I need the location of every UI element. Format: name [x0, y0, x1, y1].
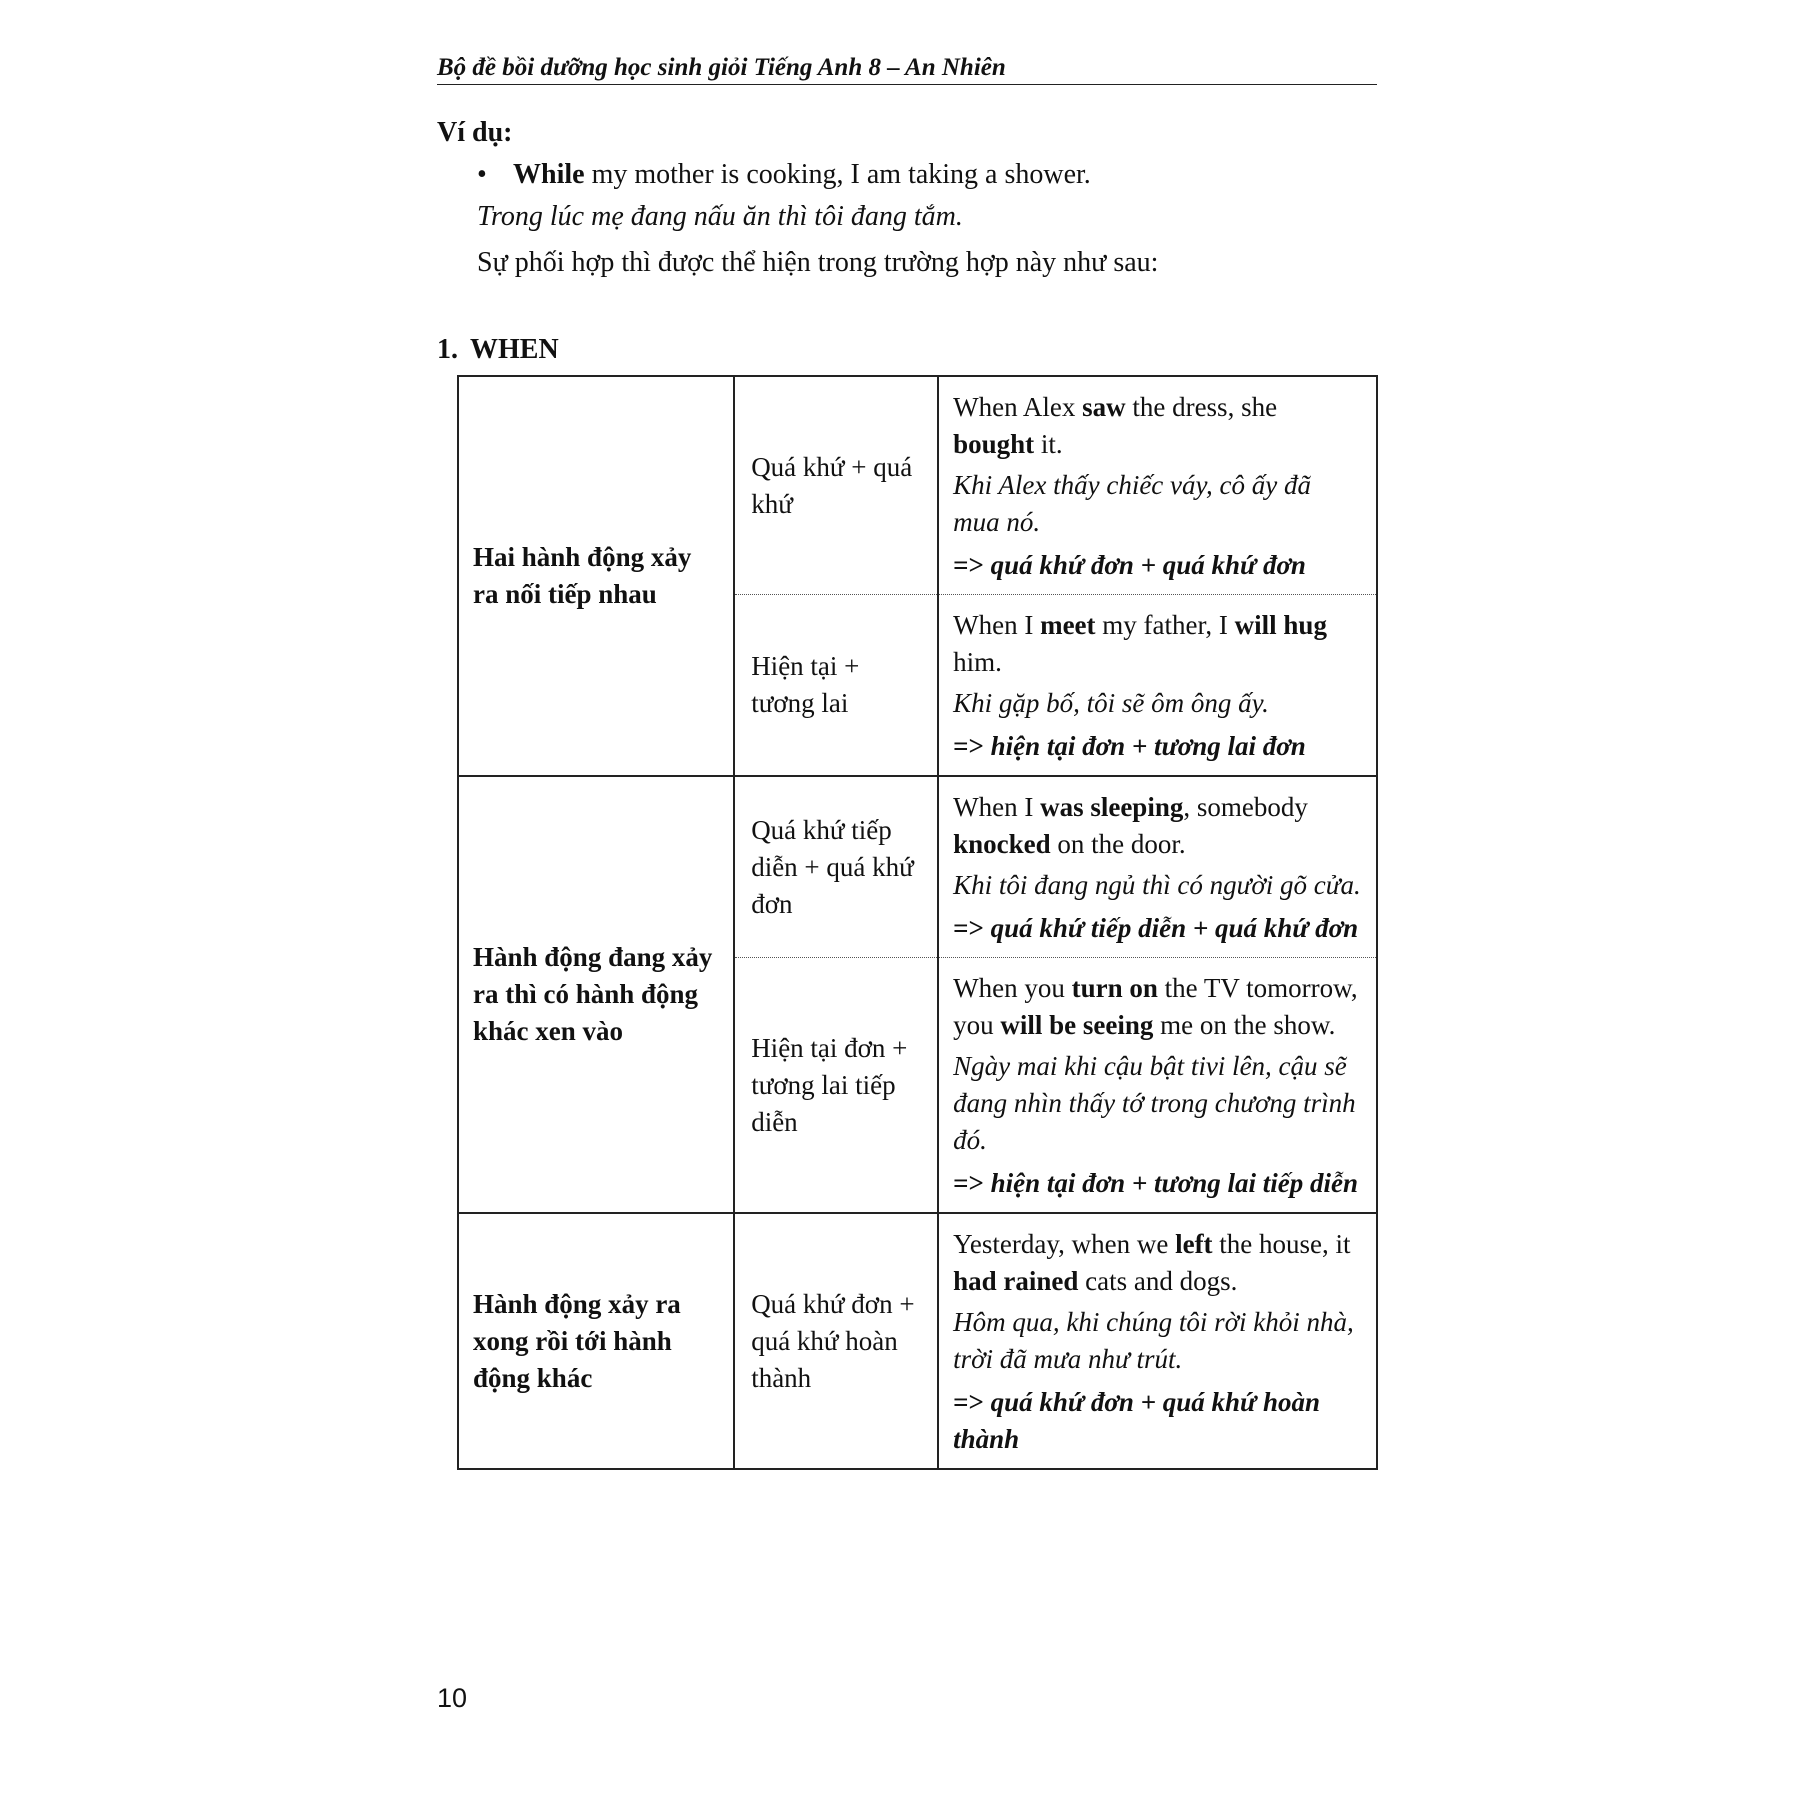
- table-row: [458, 376, 1377, 595]
- arrow-icon: =>: [953, 1168, 984, 1198]
- situation-cell: Hành động xảy ra xong rồi tới hành động khác: [458, 1213, 734, 1469]
- example-label: Ví dụ:: [437, 117, 513, 148]
- situation-cell: Hai hành động xảy ra nối tiếp nhau: [458, 376, 734, 776]
- example-keyword: While: [513, 159, 585, 190]
- example-translation: Trong lúc mẹ đang nấu ăn thì tôi đang tắm.: [477, 201, 963, 232]
- example-verb: knocked: [953, 829, 1051, 859]
- example-english: [953, 970, 1362, 1044]
- example-bullet-item: [437, 155, 1377, 195]
- example-english: [953, 389, 1362, 463]
- section-number: 1.: [437, 334, 458, 365]
- example-verb: will be seeing: [1000, 1010, 1154, 1040]
- example-english: [953, 789, 1362, 863]
- example-verb: left: [1175, 1229, 1213, 1259]
- tense-cell: Hiện tại + tương lai: [734, 595, 938, 777]
- arrow-icon: =>: [953, 550, 984, 580]
- example-cell: [938, 595, 1377, 777]
- example-text: me on the show.: [1153, 1010, 1336, 1040]
- example-text: , somebody: [1183, 792, 1308, 822]
- section-title: WHEN: [470, 334, 559, 365]
- tense-rule: [953, 910, 1362, 947]
- tense-cell: Hiện tại đơn + tương lai tiếp diễn: [734, 958, 938, 1214]
- example-text: the house, it: [1212, 1229, 1351, 1259]
- example-text: my father, I: [1095, 610, 1235, 640]
- tense-rule-text: quá khứ tiếp diễn + quá khứ đơn: [990, 913, 1359, 943]
- example-text: When I: [953, 610, 1041, 640]
- table-row: [458, 1213, 1377, 1469]
- example-text: When you: [953, 973, 1072, 1003]
- example-english: [953, 607, 1362, 681]
- example-verb: turn on: [1071, 973, 1158, 1003]
- tense-rule: [953, 547, 1362, 584]
- example-block: [437, 113, 1377, 283]
- section-heading: [437, 332, 559, 368]
- example-vietnamese: Khi tôi đang ngủ thì có người gõ cửa.: [953, 870, 1361, 900]
- arrow-icon: =>: [953, 731, 984, 761]
- tense-rule-text: hiện tại đơn + tương lai đơn: [990, 731, 1306, 761]
- tense-cell: Quá khứ đơn + quá khứ hoàn thành: [734, 1213, 938, 1469]
- tense-rule-text: quá khứ đơn + quá khứ hoàn thành: [953, 1387, 1320, 1454]
- example-verb: was sleeping: [1040, 792, 1184, 822]
- arrow-icon: =>: [953, 1387, 984, 1417]
- example-cell: [938, 958, 1377, 1214]
- page-number: 10: [437, 1683, 468, 1713]
- table-row: [458, 776, 1377, 958]
- example-sentence: [477, 155, 1091, 195]
- tense-rule-text: quá khứ đơn + quá khứ đơn: [990, 550, 1306, 580]
- example-explanation: Sự phối hợp thì được thể hiện trong trường hợp này như sau:: [477, 247, 1159, 278]
- bullet-icon: •: [477, 159, 487, 190]
- example-verb: meet: [1040, 610, 1096, 640]
- example-verb: had rained: [953, 1266, 1079, 1296]
- example-english: [953, 1226, 1362, 1300]
- tense-rule-text: hiện tại đơn + tương lai tiếp diễn: [990, 1168, 1358, 1198]
- example-vietnamese: Hôm qua, khi chúng tôi rời khỏi nhà, trời đã mưa như trút.: [953, 1307, 1354, 1374]
- example-text: on the door.: [1050, 829, 1186, 859]
- example-sentence-rest: my mother is cooking, I am taking a shower.: [584, 159, 1091, 190]
- example-cell: [938, 1213, 1377, 1469]
- tense-rule: [953, 728, 1362, 765]
- example-text: When Alex: [953, 392, 1083, 422]
- example-cell: [938, 376, 1377, 595]
- example-text: him.: [953, 647, 1002, 677]
- tense-rule: [953, 1384, 1362, 1458]
- example-text: When I: [953, 792, 1041, 822]
- tense-cell: Quá khứ + quá khứ: [734, 376, 938, 595]
- running-header: [437, 52, 1377, 85]
- example-text: it.: [1034, 429, 1063, 459]
- example-verb: saw: [1082, 392, 1126, 422]
- tense-cell: Quá khứ tiếp diễn + quá khứ đơn: [734, 776, 938, 958]
- example-verb: will hug: [1234, 610, 1327, 640]
- example-cell: [938, 776, 1377, 958]
- tense-table: [457, 375, 1378, 1470]
- example-text: cats and dogs.: [1078, 1266, 1238, 1296]
- example-text: Yesterday, when we: [953, 1229, 1176, 1259]
- example-vietnamese: Khi gặp bố, tôi sẽ ôm ông ấy.: [953, 688, 1269, 718]
- example-text: the dress, she: [1125, 392, 1278, 422]
- example-vietnamese: Khi Alex thấy chiếc váy, cô ấy đã mua nó.: [953, 470, 1311, 537]
- tense-rule: [953, 1165, 1362, 1202]
- example-verb: bought: [953, 429, 1035, 459]
- book-title: Bộ đề bồi dưỡng học sinh giỏi Tiếng Anh 8 – An Nhiên: [437, 54, 1006, 81]
- arrow-icon: =>: [953, 913, 984, 943]
- example-vietnamese: Ngày mai khi cậu bật tivi lên, cậu sẽ đang nhìn thấy tớ trong chương trình đó.: [953, 1051, 1356, 1155]
- situation-cell: Hành động đang xảy ra thì có hành động khác xen vào: [458, 776, 734, 1213]
- example-text: the TV tomorrow, you: [953, 973, 1358, 1040]
